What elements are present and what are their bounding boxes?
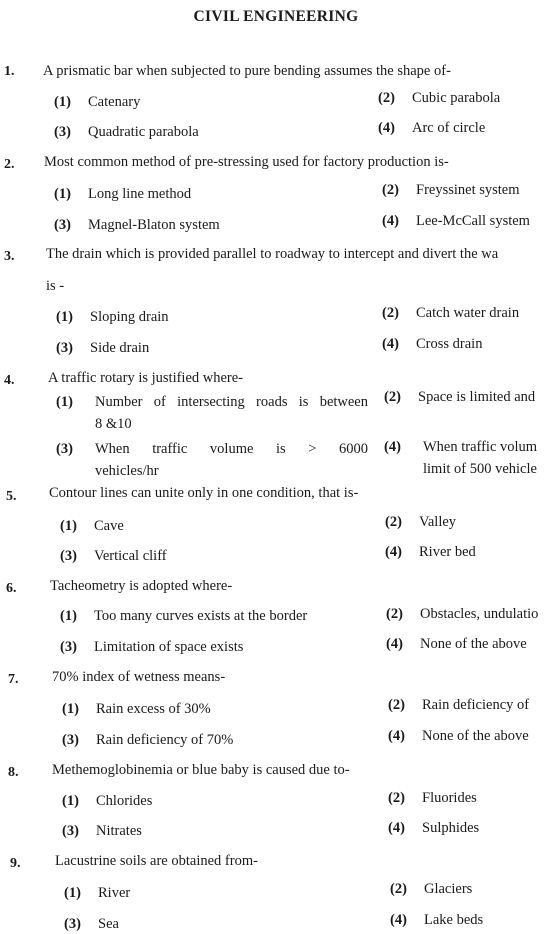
option-1 (54, 186, 191, 203)
option-text: Number of intersecting roads is between (95, 394, 368, 410)
option-number: (3) (54, 217, 71, 233)
option-1 (60, 518, 124, 535)
option-text: Cross drain (416, 336, 483, 352)
option-1 (60, 608, 307, 625)
option-text: Sulphides (422, 820, 480, 836)
option-number: (2) (382, 182, 399, 198)
question-number: 3. (4, 249, 15, 264)
option-1 (64, 885, 130, 902)
option-4 (382, 213, 530, 230)
question-text: Lacustrine soils are obtained from- (55, 853, 258, 869)
option-text: Long line method (88, 186, 192, 202)
option-number: (1) (56, 394, 73, 410)
question-text: A traffic rotary is justified where- (48, 370, 244, 386)
question-number: 2. (4, 157, 15, 172)
option-number: (2) (385, 514, 402, 530)
option-number: (2) (388, 790, 405, 806)
option-number: (4) (382, 336, 399, 352)
option-2 (388, 697, 529, 714)
option-3 (56, 438, 368, 482)
question-text: 70% index of wetness means- (52, 669, 226, 685)
option-number: (1) (62, 793, 79, 809)
option-text: Catch water drain (416, 305, 520, 321)
option-text: Cubic parabola (412, 90, 501, 106)
option-text: Magnel-Blaton system (88, 217, 220, 233)
option-number: (1) (54, 94, 71, 110)
option-text: Lake beds (424, 912, 484, 928)
option-number: (2) (390, 881, 407, 897)
option-text: When traffic volum (423, 439, 538, 455)
option-number: (3) (62, 823, 79, 839)
option-text: Freyssinet system (416, 182, 520, 198)
option-text: Fluorides (422, 790, 477, 806)
option-2 (386, 606, 538, 623)
question-text: Most common method of pre-stressing used for factory production is- (44, 154, 449, 170)
option-number: (1) (54, 186, 71, 202)
option-4 (384, 436, 552, 480)
question-number: 8. (8, 765, 19, 780)
option-2 (382, 305, 519, 322)
option-number: (3) (54, 124, 71, 140)
option-text: Rain excess of 30% (96, 701, 211, 717)
question-text-continued: is - (46, 278, 65, 294)
option-number: (4) (388, 728, 405, 744)
option-text: Limitation of space exists (94, 639, 244, 655)
option-1 (56, 309, 169, 326)
option-text: Glaciers (424, 881, 473, 897)
option-text: Obstacles, undulatio (420, 606, 539, 622)
option-number: (2) (388, 697, 405, 713)
question-number: 4. (4, 373, 15, 388)
option-text: None of the above (422, 728, 529, 744)
option-3 (60, 548, 167, 565)
option-number: (3) (60, 639, 77, 655)
option-number: (3) (64, 916, 81, 932)
question-text: Tacheometry is adopted where- (50, 578, 233, 594)
option-text-continued: 8 &10 (95, 416, 132, 432)
page-title: CIVIL ENGINEERING (193, 8, 359, 25)
option-number: (2) (384, 389, 401, 405)
option-text-continued: limit of 500 vehicle (423, 461, 537, 477)
option-number: (4) (388, 820, 405, 836)
option-number: (1) (60, 518, 77, 534)
option-text: Space is limited and (418, 389, 536, 405)
option-3 (64, 916, 119, 933)
question-number: 1. (4, 64, 15, 79)
option-text: Sloping drain (90, 309, 169, 325)
option-text: Lee-McCall system (416, 213, 530, 229)
option-1 (54, 94, 140, 111)
option-text: Valley (419, 514, 457, 530)
option-4 (388, 820, 479, 837)
option-number: (4) (382, 213, 399, 229)
option-text: Vertical cliff (94, 548, 167, 564)
question-number: 6. (6, 581, 17, 596)
option-4 (378, 120, 485, 137)
option-number: (4) (386, 636, 403, 652)
question-text: The drain which is provided parallel to roadway to intercept and divert the wa (46, 246, 499, 262)
option-3 (54, 217, 220, 234)
option-2 (385, 514, 456, 531)
option-number: (4) (378, 120, 395, 136)
option-number: (2) (382, 305, 399, 321)
question-text: Contour lines can unite only in one condition, that is- (49, 485, 359, 501)
option-number: (3) (62, 732, 79, 748)
option-text: Rain deficiency of (422, 697, 530, 713)
option-number: (1) (60, 608, 77, 624)
option-number: (2) (386, 606, 403, 622)
option-text: River bed (419, 544, 476, 560)
option-number: (1) (64, 885, 81, 901)
option-number: (4) (385, 544, 402, 560)
option-number: (3) (56, 441, 73, 457)
option-text: Catenary (88, 94, 141, 110)
option-4 (382, 336, 482, 353)
option-2 (388, 790, 477, 807)
question-text: Methemoglobinemia or blue baby is caused due to- (52, 762, 350, 778)
option-number: (4) (390, 912, 407, 928)
option-text: When traffic volume is > 6000 (95, 441, 368, 457)
option-1 (62, 793, 152, 810)
option-1 (62, 701, 211, 718)
option-3 (62, 732, 233, 749)
question-number: 7. (8, 672, 19, 687)
option-4 (386, 636, 527, 653)
option-4 (390, 912, 483, 929)
option-3 (56, 340, 149, 357)
option-number: (1) (62, 701, 79, 717)
option-2 (384, 389, 535, 406)
option-1 (56, 391, 368, 435)
option-text: River (98, 885, 131, 901)
option-4 (385, 544, 476, 561)
option-3 (54, 124, 199, 141)
option-text-continued: vehicles/hr (95, 463, 159, 479)
option-2 (382, 182, 520, 199)
question-number: 5. (6, 489, 17, 504)
option-3 (62, 823, 142, 840)
option-2 (378, 90, 500, 107)
option-text: Arc of circle (412, 120, 486, 136)
question-number: 9. (10, 856, 21, 871)
option-text: Nitrates (96, 823, 142, 839)
option-number: (3) (60, 548, 77, 564)
option-text: Rain deficiency of 70% (96, 732, 234, 748)
option-number: (4) (384, 439, 401, 455)
option-2 (390, 881, 472, 898)
option-number: (3) (56, 340, 73, 356)
option-text: Cave (94, 518, 124, 534)
option-number: (2) (378, 90, 395, 106)
option-number: (1) (56, 309, 73, 325)
option-4 (388, 728, 529, 745)
option-text: Too many curves exists at the border (94, 608, 308, 624)
option-text: Side drain (90, 340, 150, 356)
option-text: Sea (98, 916, 119, 932)
question-text: A prismatic bar when subjected to pure bending assumes the shape of- (43, 63, 451, 79)
option-text: Quadratic parabola (88, 124, 199, 140)
option-text: Chlorides (96, 793, 153, 809)
option-3 (60, 639, 243, 656)
option-text: None of the above (420, 636, 527, 652)
